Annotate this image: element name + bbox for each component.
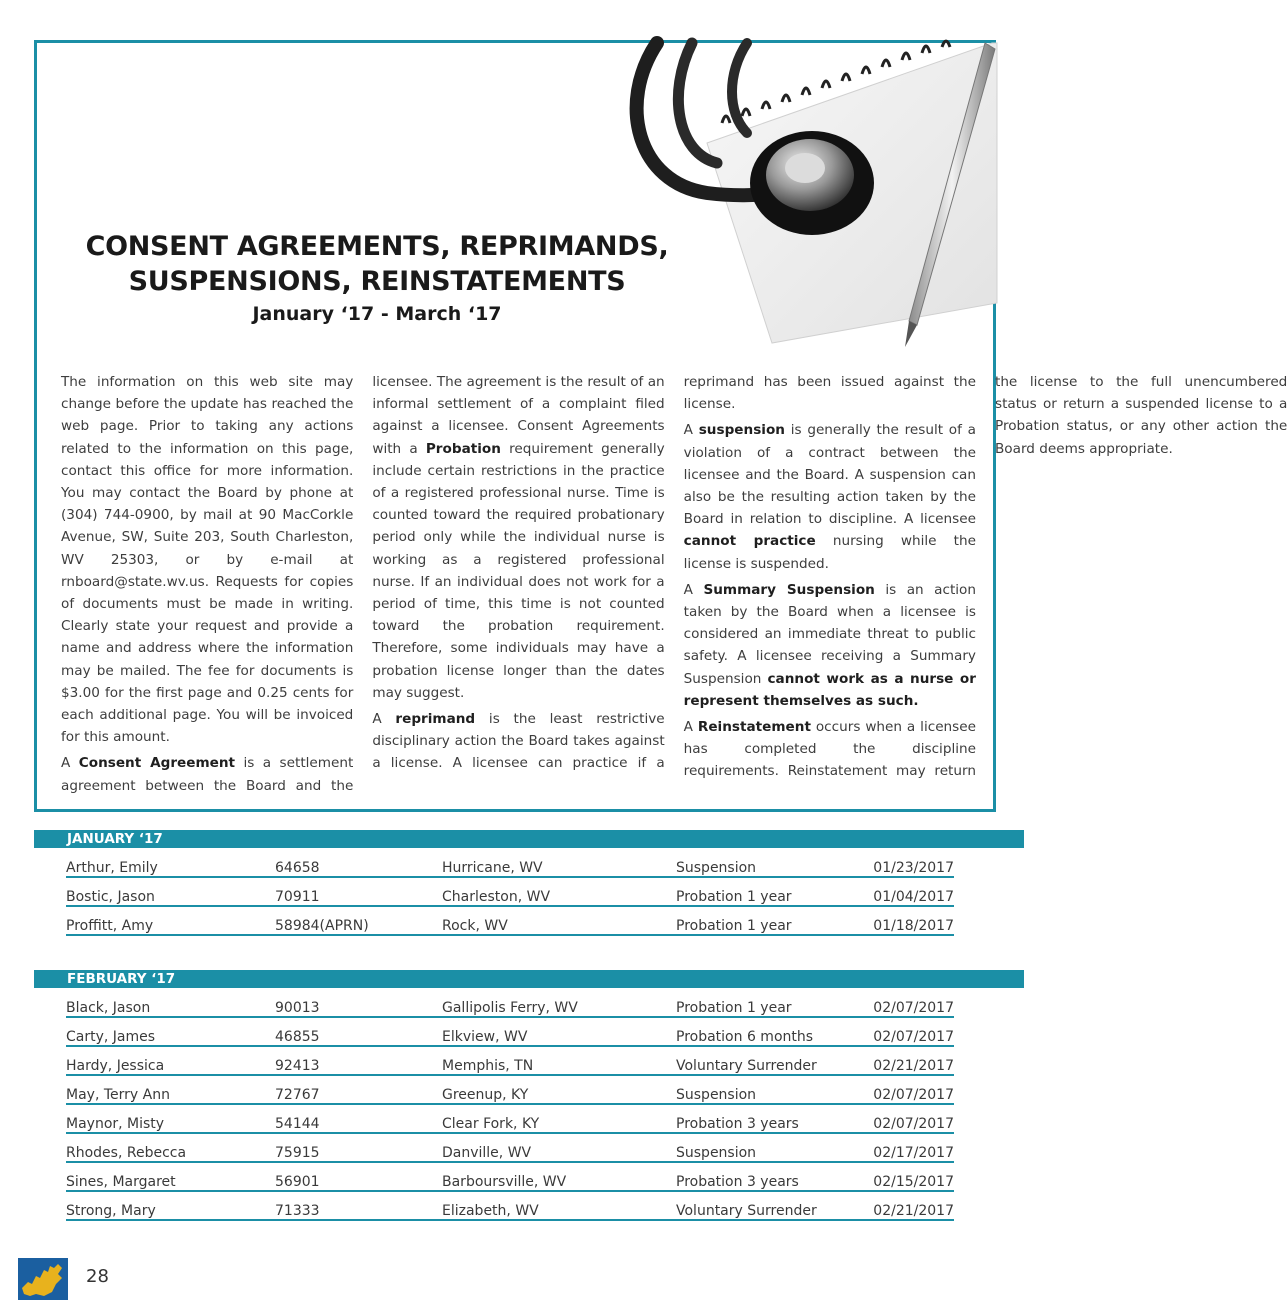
table-row	[66, 1018, 954, 1047]
listing-table	[66, 849, 954, 936]
cell-location: Greenup, KY	[442, 1087, 529, 1103]
cell-date: 02/21/2017	[873, 1203, 954, 1219]
cell-license: 71333	[275, 1203, 320, 1219]
cell-location: Elkview, WV	[442, 1029, 528, 1045]
text-run: is generally the result of a violation of a contract between the licensee and the Board. A suspension can also be the resulting action taken by the Board in relation to discipline. A licensee	[683, 422, 976, 528]
title-line-2: SUSPENSIONS, REINSTATEMENTS	[128, 266, 626, 297]
intro-column-1	[61, 371, 1287, 801]
text-run: is a settlement agreement between the Board and the licensee. The agreement is the result of an informal settlement of a complaint filed against a licensee. Consent Agreements with a	[61, 374, 665, 794]
cell-location: Charleston, WV	[442, 889, 551, 905]
text-run: A	[683, 719, 698, 736]
table-row	[66, 1076, 954, 1105]
cell-license: 46855	[275, 1029, 320, 1045]
page-number: 28	[86, 1266, 109, 1287]
text-run: A	[683, 581, 704, 598]
cell-location: Danville, WV	[442, 1145, 532, 1161]
cell-license: 72767	[275, 1087, 320, 1103]
cell-date: 02/17/2017	[873, 1145, 954, 1161]
cell-location: Barboursville, WV	[442, 1174, 567, 1190]
cell-name: Arthur, Emily	[66, 860, 158, 876]
table-row	[66, 1134, 954, 1163]
cell-action: Probation 1 year	[676, 918, 792, 934]
cell-date: 02/07/2017	[873, 1029, 954, 1045]
term-consent-agreement: Consent Agreement	[78, 755, 236, 772]
west-virginia-state-icon	[18, 1258, 68, 1300]
cell-name: Strong, Mary	[66, 1203, 156, 1219]
cell-name: Black, Jason	[66, 1000, 151, 1016]
term-reinstatement: Reinstatement	[697, 719, 811, 736]
cell-date: 02/07/2017	[873, 1000, 954, 1016]
text-run: requirement generally include certain restrictions in the practice of a registered professional nurse. Time is counted toward the required probationary period only while the individual nurse is working as a registered professional nurse. If an individual does not work for a period of time, this time is not counted toward the probation requirement. Therefore, some individuals may have a probation license longer than the dates may suggest.	[372, 440, 665, 701]
cell-name: Maynor, Misty	[66, 1116, 165, 1132]
cell-name: Bostic, Jason	[66, 889, 155, 905]
listing-table	[66, 989, 954, 1221]
section-header: FEBRUARY ‘17	[34, 970, 1024, 988]
text-run: nursing while the license is suspended.	[683, 533, 976, 572]
text-run: A	[372, 711, 396, 728]
cell-date: 02/21/2017	[873, 1058, 954, 1074]
term-reprimand: reprimand	[395, 711, 476, 728]
text-run: is the least restrictive disciplinary action the Board takes against a license. A licensee can practice if a reprimand has been issued against the license.	[372, 374, 976, 772]
stethoscope-notebook-pen-photo	[597, 43, 997, 383]
cell-license: 90013	[275, 1000, 320, 1016]
cell-license: 92413	[275, 1058, 320, 1074]
table-row	[66, 1047, 954, 1076]
term-summary-suspension: Summary Suspension	[703, 581, 875, 598]
text-run: is an action taken by the Board when a licensee is considered an immediate threat to public safety. A licensee receiving a Summary Suspension	[683, 581, 976, 687]
cell-date: 02/15/2017	[873, 1174, 954, 1190]
text-run: A	[61, 755, 79, 772]
term-probation: Probation	[425, 440, 501, 457]
cell-date: 02/07/2017	[873, 1116, 954, 1132]
table-row	[66, 878, 954, 907]
cell-action: Probation 1 year	[676, 889, 792, 905]
cell-action: Probation 3 years	[676, 1174, 799, 1190]
table-row	[66, 1192, 954, 1221]
cell-action: Probation 6 months	[676, 1029, 814, 1045]
date-range-subtitle: January ‘17 - March ‘17	[252, 303, 502, 325]
cell-name: Carty, James	[66, 1029, 156, 1045]
cell-location: Clear Fork, KY	[442, 1116, 540, 1132]
table-row	[66, 849, 954, 878]
title-line-1: CONSENT AGREEMENTS, REPRIMANDS,	[85, 231, 669, 262]
term-suspension: suspension	[698, 422, 785, 439]
cell-location: Hurricane, WV	[442, 860, 543, 876]
table-row	[66, 1105, 954, 1134]
cell-action: Suspension	[676, 1087, 757, 1103]
cell-license: 64658	[275, 860, 320, 876]
cell-license: 70911	[275, 889, 320, 905]
cell-action: Voluntary Surrender	[676, 1058, 817, 1074]
cell-location: Elizabeth, WV	[442, 1203, 539, 1219]
cell-license: 75915	[275, 1145, 320, 1161]
cell-name: Proffitt, Amy	[66, 918, 154, 934]
cell-name: May, Terry Ann	[66, 1087, 170, 1103]
cell-location: Memphis, TN	[442, 1058, 534, 1074]
cell-name: Hardy, Jessica	[66, 1058, 165, 1074]
section-header: JANUARY ‘17	[34, 830, 1024, 848]
cell-date: 01/04/2017	[873, 889, 954, 905]
intro-frame	[34, 40, 1287, 812]
cell-location: Gallipolis Ferry, WV	[442, 1000, 578, 1016]
cell-date: 01/23/2017	[873, 860, 954, 876]
table-row	[66, 1163, 954, 1192]
cell-license: 58984(APRN)	[275, 918, 369, 934]
term-cannot-practice: cannot practice	[683, 533, 816, 550]
cell-action: Suspension	[676, 860, 757, 876]
table-row	[66, 907, 954, 936]
cell-date: 02/07/2017	[873, 1087, 954, 1103]
text-run: occurs when a licensee has completed the discipline requirements. Reinstatement may return the license to the full unencumbered status or return a suspended license to a Probation status, or any other action the Board deems appropriate.	[683, 374, 1287, 780]
cell-name: Rhodes, Rebecca	[66, 1145, 187, 1161]
intro-text	[61, 371, 1287, 801]
cell-license: 56901	[275, 1174, 320, 1190]
cell-license: 54144	[275, 1116, 320, 1132]
intro-disclaimer: The information on this web site may change before the update has reached the web page. Prior to taking any actions related to the information on this page, contact this office for more information. You may contact the Board by phone at (304) 744-0900, by mail at 90 MacCorkle Avenue, SW, Suite 203, South Charleston, WV 25303, or by e-mail at rnboard@state.wv.us. Requests for copies of documents must be made in writing. Clearly state your request and provide a name and address where the information may be mailed. The fee for documents is $3.00 for the first page and 0.25 cents for each additional page. You will be invoiced for this amount.	[61, 374, 354, 746]
cell-action: Voluntary Surrender	[676, 1203, 817, 1219]
cell-name: Sines, Margaret	[66, 1174, 176, 1190]
table-row	[66, 989, 954, 1018]
term-cannot-work: cannot work as a nurse or represent themselves as such.	[683, 670, 976, 709]
suspension-paragraph	[684, 419, 976, 574]
cell-action: Probation 1 year	[676, 1000, 792, 1016]
cell-action: Probation 3 years	[676, 1116, 799, 1132]
summary-suspension-paragraph	[684, 579, 976, 712]
page-title	[67, 229, 687, 299]
text-run: A	[683, 422, 699, 439]
cell-action: Suspension	[676, 1145, 757, 1161]
cell-date: 01/18/2017	[873, 918, 954, 934]
cell-location: Rock, WV	[442, 918, 508, 934]
